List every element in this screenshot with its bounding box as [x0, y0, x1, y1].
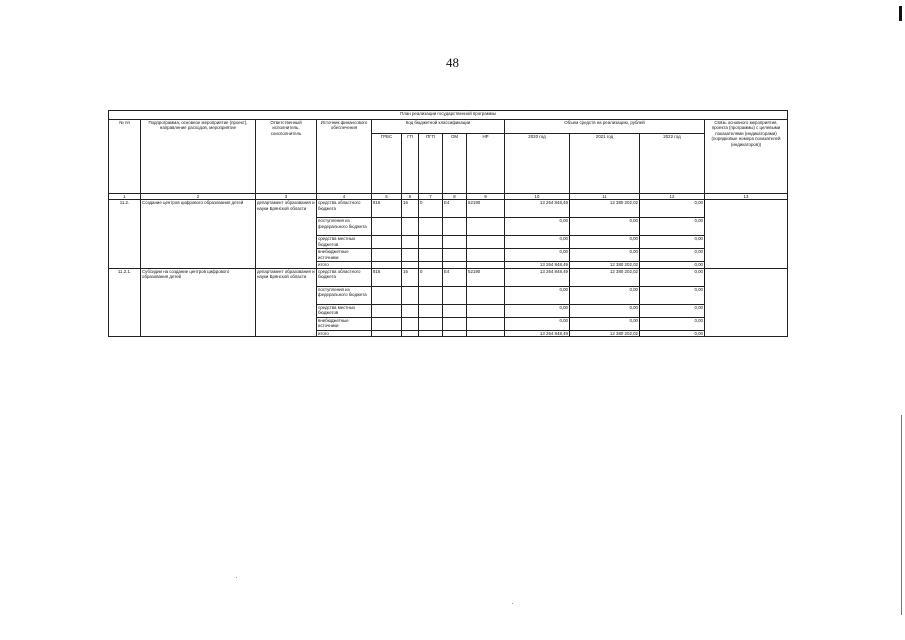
amount-2022: 0,00 [640, 317, 705, 330]
code-pgp [419, 249, 443, 262]
header-budget-code: Код бюджетной классификации [372, 120, 505, 134]
table-row [109, 200, 788, 218]
header-source: Источник финансового обеспечения [317, 120, 372, 194]
header-grbs: ГРБС [372, 134, 402, 194]
code-om [443, 249, 467, 262]
code-grbs [372, 304, 402, 317]
code-om [443, 330, 467, 336]
code-grbs [372, 249, 402, 262]
column-number: 8 [443, 194, 467, 200]
code-nr [467, 236, 505, 249]
code-nr [467, 304, 505, 317]
code-om [443, 317, 467, 330]
column-number: 12 [640, 194, 705, 200]
indicator-link [705, 268, 788, 336]
code-nr: 52190 [467, 268, 505, 286]
funding-source: итого [317, 262, 372, 268]
amount-2022: 0,00 [640, 330, 705, 336]
code-nr [467, 218, 505, 236]
header-2020: 2020 год [505, 134, 570, 194]
code-nr [467, 286, 505, 304]
page-number: 48 [446, 55, 459, 70]
code-pgp [419, 330, 443, 336]
amount-2022: 0,00 [640, 286, 705, 304]
code-om: Е4 [443, 200, 467, 218]
header-executor: Ответственный исполнитель, соисполнитель [256, 120, 317, 194]
column-number: 7 [419, 194, 443, 200]
amount-2021: 0,00 [570, 286, 640, 304]
amount-2022: 0,00 [640, 218, 705, 236]
code-gp [402, 286, 419, 304]
column-number: 4 [317, 194, 372, 200]
amount-2021: 12 380 202,02 [570, 268, 640, 286]
scan-edge-line [901, 415, 902, 615]
header-2022: 2022 год [640, 134, 705, 194]
amount-2020: 0,00 [505, 249, 570, 262]
column-number: 11 [570, 194, 640, 200]
code-gp [402, 330, 419, 336]
code-gp [402, 304, 419, 317]
amount-2022: 0,00 [640, 262, 705, 268]
amount-2021: 0,00 [570, 304, 640, 317]
item-executor: департамент образования и науки Брянской области [256, 200, 317, 268]
amount-2020: 0,00 [505, 286, 570, 304]
header-pgp: ПГП [419, 134, 443, 194]
code-nr [467, 330, 505, 336]
amount-2021: 0,00 [570, 317, 640, 330]
amount-2022: 0,00 [640, 236, 705, 249]
column-number: 1 [109, 194, 141, 200]
column-number: 2 [141, 194, 256, 200]
header-nr: НР [467, 134, 505, 194]
header-num: № пп [109, 120, 141, 194]
amount-2020: 13 264 848,49 [505, 330, 570, 336]
code-om [443, 304, 467, 317]
code-om [443, 236, 467, 249]
code-pgp [419, 236, 443, 249]
code-grbs [372, 286, 402, 304]
funding-source: средства областного бюджета [317, 268, 372, 286]
code-pgp: 0 [419, 200, 443, 218]
column-number: 13 [705, 194, 788, 200]
header-name: Подпрограмма, основное мероприятие (проект), направление расходов, мероприятие [141, 120, 256, 194]
amount-2021: 12 380 202,02 [570, 200, 640, 218]
amount-2020: 0,00 [505, 304, 570, 317]
code-grbs: 816 [372, 268, 402, 286]
column-number: 6 [402, 194, 419, 200]
code-gp [402, 249, 419, 262]
amount-2020: 13 264 848,49 [505, 262, 570, 268]
item-number: 11.2. [109, 200, 141, 268]
funding-source: внебюджетные источники [317, 317, 372, 330]
amount-2021: 0,00 [570, 218, 640, 236]
scan-speck [512, 603, 513, 604]
amount-2020: 0,00 [505, 236, 570, 249]
code-grbs [372, 330, 402, 336]
code-grbs [372, 236, 402, 249]
amount-2022: 0,00 [640, 249, 705, 262]
code-om: Е4 [443, 268, 467, 286]
column-number: 5 [372, 194, 402, 200]
header-om: ОМ [443, 134, 467, 194]
column-number: 3 [256, 194, 317, 200]
funding-source: средства областного бюджета [317, 200, 372, 218]
funding-source: средства местных бюджетов [317, 236, 372, 249]
code-gp [402, 317, 419, 330]
code-pgp [419, 317, 443, 330]
table-title: План реализации государственной программы [109, 111, 788, 120]
amount-2021: 0,00 [570, 236, 640, 249]
code-gp [402, 218, 419, 236]
amount-2021: 12 380 202,02 [570, 330, 640, 336]
amount-2020: 0,00 [505, 317, 570, 330]
program-plan-table [108, 110, 788, 337]
header-indicator-link: Связь основного мероприятия, проекта (программы) с целевыми показателями (индикаторами) (порядковые номера показателей (индикаторов)) [705, 120, 788, 194]
column-number: 10 [505, 194, 570, 200]
code-grbs [372, 218, 402, 236]
code-gp: 16 [402, 200, 419, 218]
scan-speck [236, 577, 237, 578]
item-executor: департамент образования и науки Брянской области [256, 268, 317, 336]
funding-source: поступления из федерального бюджета [317, 286, 372, 304]
table-row [109, 268, 788, 286]
funding-source: средства местных бюджетов [317, 304, 372, 317]
code-gp [402, 236, 419, 249]
code-nr [467, 317, 505, 330]
amount-2020: 13 264 848,49 [505, 268, 570, 286]
code-nr: 52190 [467, 200, 505, 218]
scan-mark [899, 6, 902, 21]
code-pgp: 0 [419, 268, 443, 286]
amount-2022: 0,00 [640, 200, 705, 218]
funding-source: поступления из федерального бюджета [317, 218, 372, 236]
code-nr [467, 249, 505, 262]
amount-2022: 0,00 [640, 304, 705, 317]
amount-2021: 0,00 [570, 249, 640, 262]
column-number: 9 [467, 194, 505, 200]
header-volume: Объем средств на реализацию, рублей [505, 120, 705, 134]
amount-2020: 13 264 848,49 [505, 200, 570, 218]
code-grbs: 816 [372, 200, 402, 218]
funding-source: итого [317, 330, 372, 336]
amount-2020: 0,00 [505, 218, 570, 236]
header-2021: 2021 год [570, 134, 640, 194]
header-gp: ГП [402, 134, 419, 194]
item-name: Субсидии на создание центров цифрового образования детей [141, 268, 256, 336]
code-grbs [372, 317, 402, 330]
code-pgp [419, 304, 443, 317]
code-pgp [419, 286, 443, 304]
amount-2022: 0,00 [640, 268, 705, 286]
code-gp: 16 [402, 268, 419, 286]
code-om [443, 218, 467, 236]
item-name: Создание центров цифрового образования детей [141, 200, 256, 268]
code-om [443, 286, 467, 304]
amount-2021: 12 380 202,02 [570, 262, 640, 268]
code-pgp [419, 218, 443, 236]
item-number: 11.2.1. [109, 268, 141, 336]
indicator-link [705, 200, 788, 268]
funding-source: внебюджетные источники [317, 249, 372, 262]
